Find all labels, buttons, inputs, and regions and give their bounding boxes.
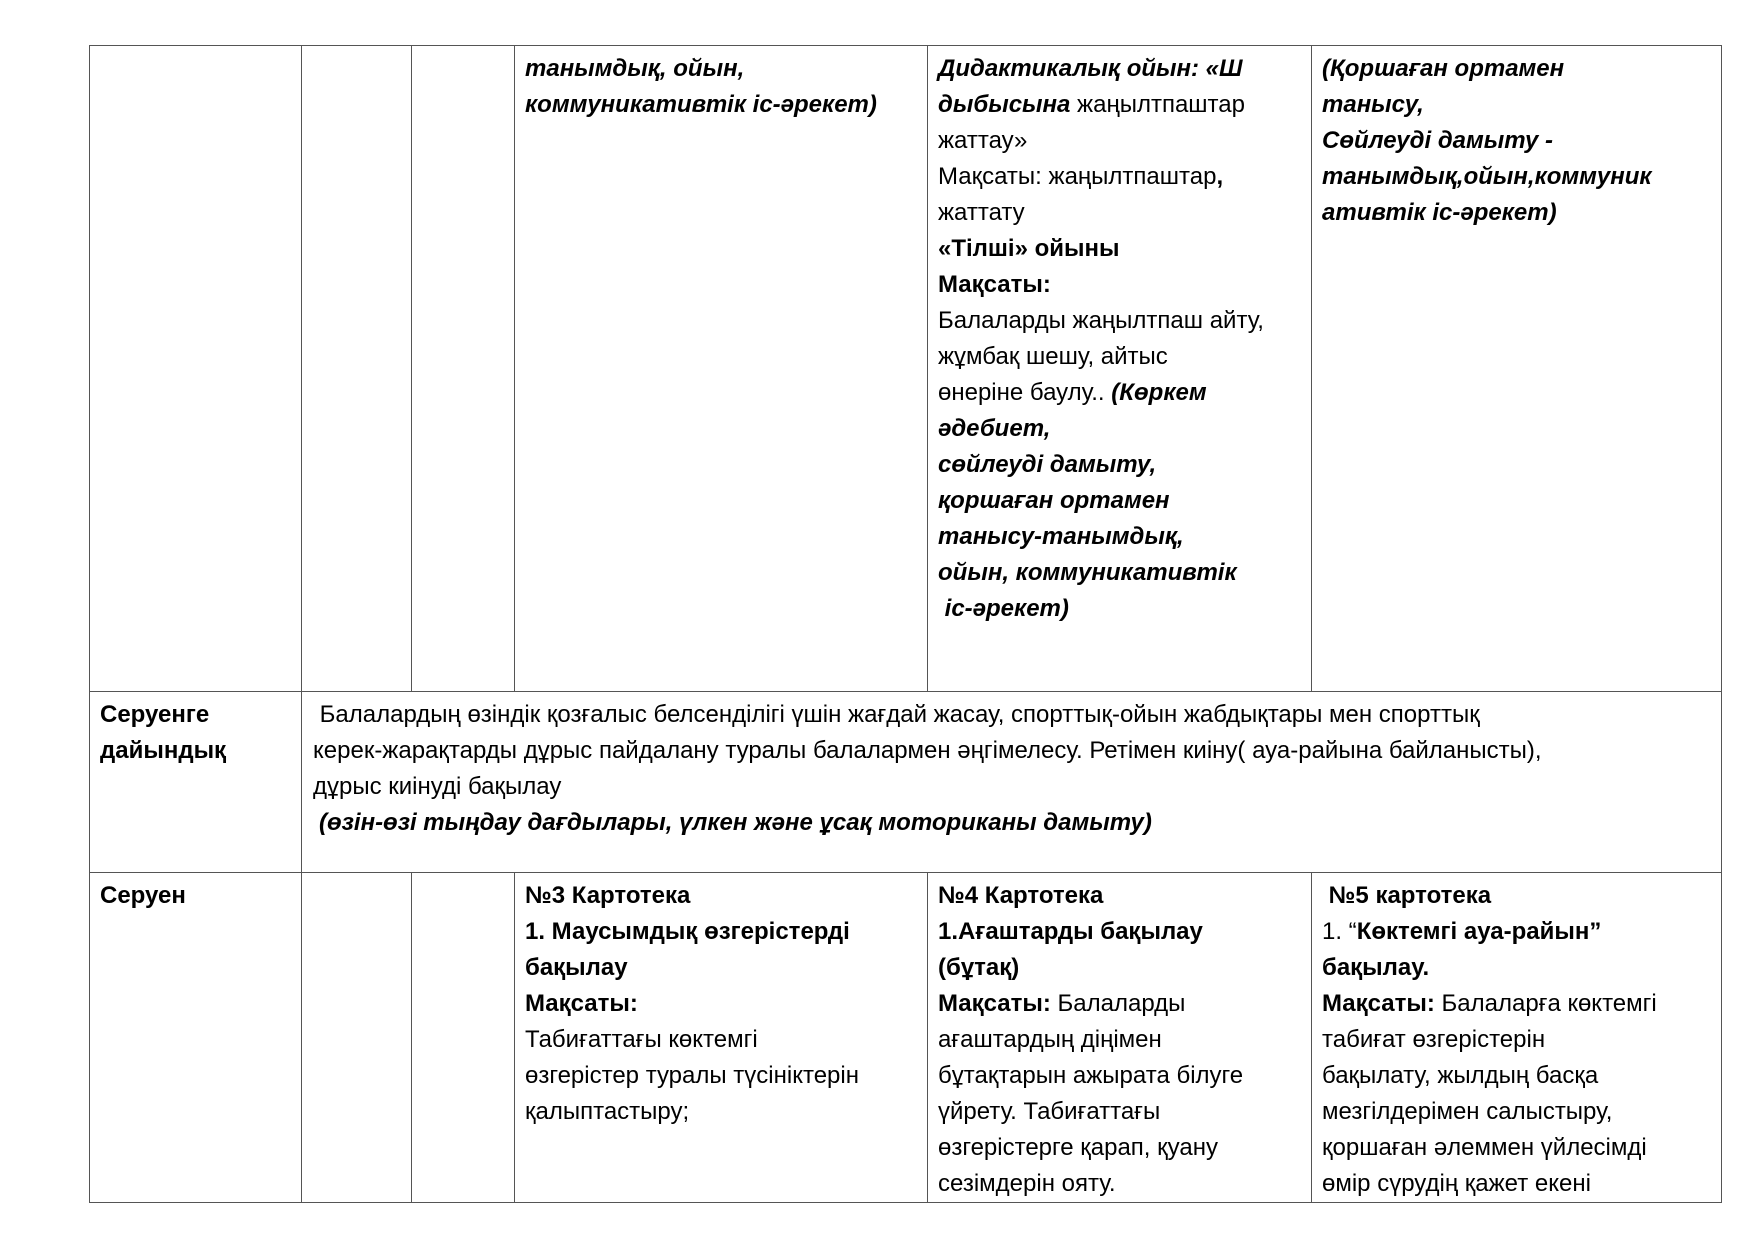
card-number: №4 Картотека — [938, 882, 1104, 909]
goal1: Мақсаты: жаңылтпаштар, — [938, 163, 1224, 190]
text-line: дұрыс киінуді бақылау — [313, 773, 562, 800]
goal-first-line: Мақсаты: Балаларды — [938, 990, 1186, 1017]
goal-line: өмір сүрудің қажет екені — [1322, 1170, 1591, 1197]
table-row-activities — [90, 46, 1722, 692]
cell-day3 — [515, 46, 928, 692]
areas-line: коммуникативтік іс-әрекет) — [525, 91, 877, 118]
observation-title: 1.Ағаштарды бақылау — [938, 918, 1203, 945]
goal-line: өзгерістер туралы түсініктерін — [525, 1062, 859, 1089]
cell-day4 — [928, 46, 1312, 692]
areas-line: танысу-танымдық, — [938, 523, 1184, 550]
goal2-line: Балаларды жаңылтпаш айту, — [938, 307, 1264, 334]
table-row-walk-prep — [90, 692, 1722, 873]
table-row-walk — [90, 873, 1722, 1203]
text-line: керек-жарақтарды дұрыс пайдалану туралы балалармен әңгімелесу. Ретімен киіну( ауа-райына байланысты), — [313, 737, 1542, 764]
goal-line: бақылату, жылдың басқа — [1322, 1062, 1599, 1089]
observation-title: (бұтақ) — [938, 954, 1020, 981]
cell-day1-empty — [302, 873, 412, 1203]
areas-line: әдебиет, — [938, 415, 1051, 442]
goal-line: мезгілдерімен салыстыру, — [1322, 1098, 1613, 1125]
cell-day5 — [1312, 46, 1722, 692]
areas-line: сөйлеуді дамыту, — [938, 451, 1157, 478]
areas-line: (өзін-өзі тыңдау дағдылары, үлкен және ұсақ моториканы дамыту) — [319, 809, 1152, 836]
row-label-walk-prep — [90, 692, 302, 873]
cell-label-empty — [90, 46, 302, 692]
observation-title: 1. Маусымдық өзгерістерді — [525, 918, 850, 945]
areas-line: іс-әрекет) — [938, 595, 1069, 622]
row-label-line: дайындық — [100, 737, 227, 764]
areas-line: қоршаған ортамен — [938, 487, 1170, 514]
card-number: №5 картотека — [1322, 882, 1492, 909]
cell-card4 — [928, 873, 1312, 1203]
cell-card5 — [1312, 873, 1722, 1203]
goal-line: ағаштардың дiңiмен — [938, 1026, 1162, 1053]
row-label-walk — [90, 873, 302, 1203]
goal2-last-line: өнеріне баулу.. (Көркем — [938, 379, 1207, 406]
plan-table — [89, 45, 1722, 1203]
areas-line: Сөйлеуді дамыту - — [1322, 127, 1553, 154]
goal-line: қоршаған әлеммен үйлесімді — [1322, 1134, 1647, 1161]
goal2-label: Мақсаты: — [938, 271, 1051, 298]
card-number: №3 Картотека — [525, 882, 691, 909]
areas-line: танымдық, ойын, — [525, 55, 745, 82]
cell-card3 — [515, 873, 928, 1203]
goal-line: сезімдерін ояту. — [938, 1170, 1116, 1197]
areas-line: (Қоршаған ортамен — [1322, 55, 1565, 82]
game1-title-end: жаттау» — [938, 127, 1028, 154]
cell-day1-empty — [302, 46, 412, 692]
cell-day2-empty — [412, 873, 515, 1203]
text-line: Балалардың өзіндік қозғалыс белсенділігі үшін жағдай жасау, спорттық-ойын жабдықтары мен спорттық — [313, 701, 1480, 728]
walk-prep-text — [302, 692, 1722, 873]
areas-line: ойын, коммуникативтік — [938, 559, 1237, 586]
game2-title: «Тілші» ойыны — [938, 235, 1120, 262]
areas-line: танысу, — [1322, 91, 1424, 118]
goal-first-line: Мақсаты: Балаларға көктемгі — [1322, 990, 1657, 1017]
observation-title: 1. “Көктемгі ауа-райын” — [1322, 918, 1602, 945]
game1-title: Дидактикалық ойын: «Ш — [938, 55, 1243, 82]
goal-line: табиғат өзгерістерін — [1322, 1026, 1546, 1053]
goal-line: бұтақтарын ажырата білуге — [938, 1062, 1244, 1089]
row-label-line: Серуен — [100, 882, 186, 909]
goal-line: үйрету. Табиғаттағы — [938, 1098, 1161, 1125]
goal-line: Табиғаттағы көктемгі — [525, 1026, 758, 1053]
observation-title: бақылау — [525, 954, 628, 981]
goal2-line: жұмбақ шешу, айтыс — [938, 343, 1168, 370]
game1-title-cont: дыбысына жаңылтпаштар — [938, 91, 1245, 118]
areas-line: танымдық,ойын,коммуник — [1322, 163, 1652, 190]
goal-line: қалыптастыру; — [525, 1098, 690, 1125]
row-label-line: Серуенге — [100, 701, 210, 728]
cell-day2-empty — [412, 46, 515, 692]
goal-label: Мақсаты: — [525, 990, 638, 1017]
goal1-cont: жаттату — [938, 199, 1025, 226]
areas-line: ативтік іс-әрекет) — [1322, 199, 1557, 226]
goal-line: өзгерістерге қарап, қуану — [938, 1134, 1218, 1161]
observation-title: бақылау. — [1322, 954, 1430, 981]
